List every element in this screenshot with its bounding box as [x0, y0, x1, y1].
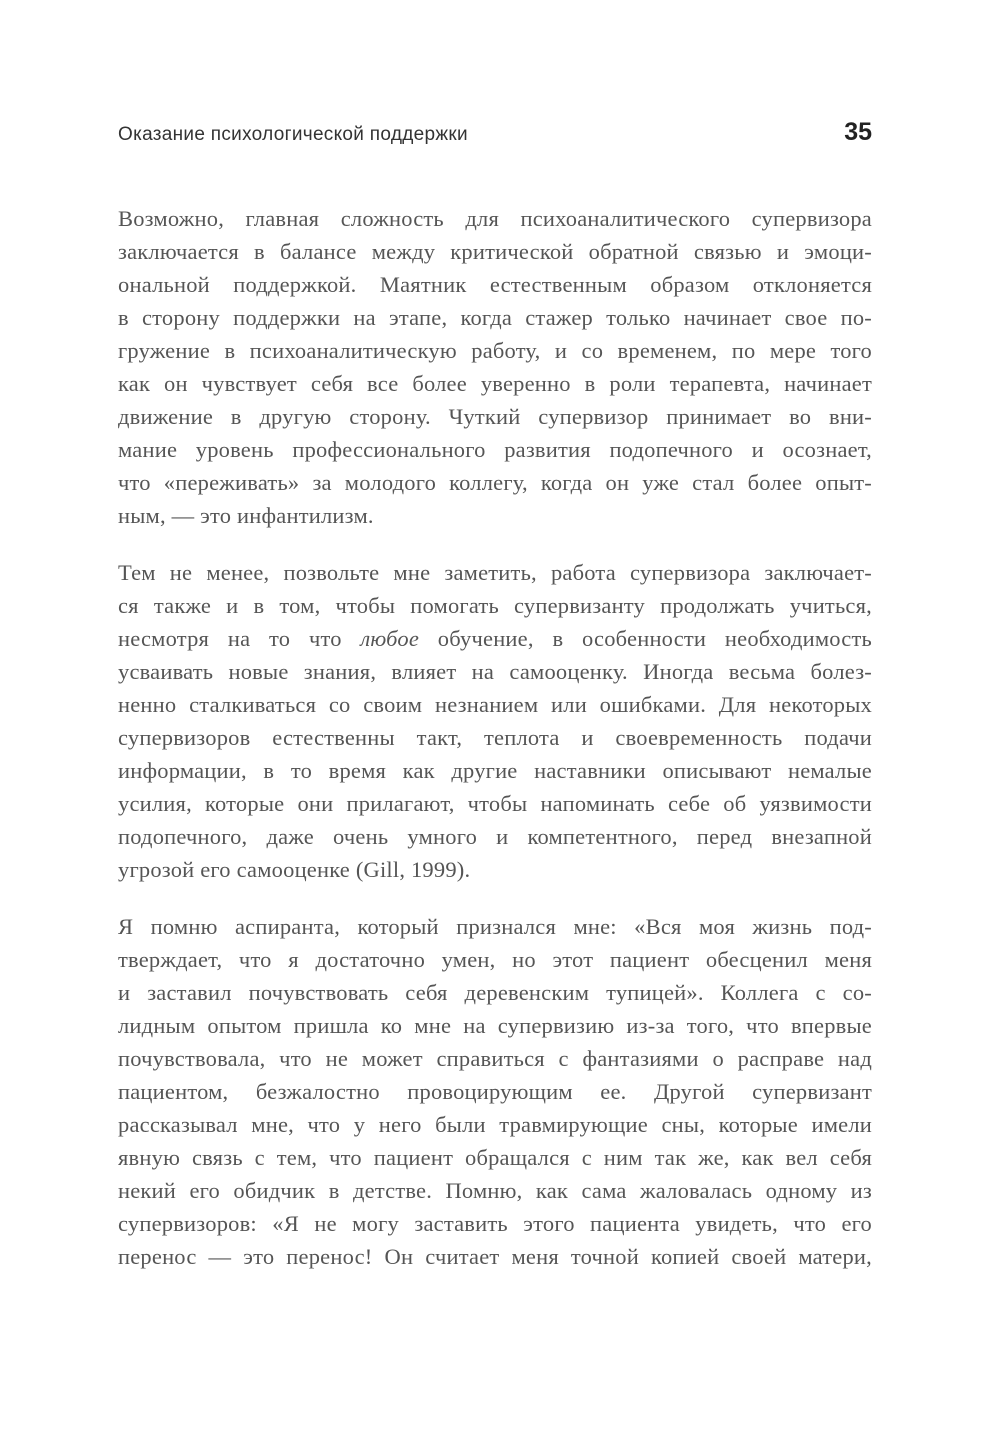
- text-line: движение в другую сторону. Чуткий супервизор принимает во вни-: [118, 404, 872, 429]
- text-line: некий его обидчик в детстве. Помню, как сама жаловалась одному из: [118, 1178, 872, 1203]
- text-line: перенос — это перенос! Он считает меня точной копией своей матери,: [118, 1244, 872, 1269]
- text-line: мание уровень профессионального развития подопечного и осознает,: [118, 437, 872, 462]
- text-line: лидным опытом пришла ко мне на супервизию из-за того, что впервые: [118, 1013, 872, 1038]
- text-line: Возможно, главная сложность для психоаналитического супервизора: [118, 206, 872, 231]
- paragraph-1: [118, 202, 872, 532]
- text-run: несмотря на то что: [118, 626, 361, 651]
- text-line: почувствовала, что не может справиться с фантазиями о расправе над: [118, 1046, 872, 1071]
- paragraph-3: [118, 910, 872, 1273]
- text-line: в сторону поддержки на этапе, когда стажер только начинает свое по-: [118, 305, 872, 330]
- text-line: ональной поддержкой. Маятник естественным образом отклоняется: [118, 272, 872, 297]
- text-line: заключается в балансе между критической обратной связью и эмоци-: [118, 239, 872, 264]
- text-line: как он чувствует себя все более уверенно в роли терапевта, начинает: [118, 371, 872, 396]
- text-line: ся также и в том, чтобы помогать супервизанту продолжать учиться,: [118, 593, 872, 618]
- paragraph-2: [118, 556, 872, 886]
- text-line: тверждает, что я достаточно умен, но этот пациент обесценил меня: [118, 947, 872, 972]
- text-line: рассказывал мне, что у него были травмирующие сны, которые имели: [118, 1112, 872, 1137]
- text-line: усваивать новые знания, влияет на самооценку. Иногда весьма болез-: [118, 659, 872, 684]
- text-line: что «переживать» за молодого коллегу, когда он уже стал более опыт-: [118, 470, 872, 495]
- text-line: ненно сталкиваться со своим незнанием или ошибками. Для некоторых: [118, 692, 872, 717]
- text-line: угрозой его самооценке (Gill, 1999).: [118, 857, 471, 882]
- page-number: 35: [844, 118, 872, 146]
- italic-emphasis: любое: [360, 626, 420, 651]
- text-line: информации, в то время как другие наставники описывают немалые: [118, 758, 872, 783]
- text-line: гружение в психоаналитическую работу, и со временем, по мере того: [118, 338, 872, 363]
- body-text: [118, 202, 872, 1297]
- text-line: супервизоров естественны такт, теплота и своевременность подачи: [118, 725, 872, 750]
- running-header: [118, 118, 872, 158]
- text-line: супервизоров: «Я не могу заставить этого пациента увидеть, что его: [118, 1211, 872, 1236]
- text-line: [118, 622, 872, 655]
- text-line: усилия, которые они прилагают, чтобы напоминать себе об уязвимости: [118, 791, 872, 816]
- running-title: Оказание психологической поддержки: [118, 124, 468, 145]
- text-run: обучение, в особенности необходимость: [419, 626, 872, 651]
- text-line: Тем не менее, позвольте мне заметить, работа супервизора заключает-: [118, 560, 872, 585]
- text-line: пациентом, безжалостно провоцирующим ее. Другой супервизант: [118, 1079, 872, 1104]
- text-line: явную связь с тем, что пациент обращался с ним так же, как вел себя: [118, 1145, 872, 1170]
- text-line: подопечного, даже очень умного и компетентного, перед внезапной: [118, 824, 872, 849]
- text-line: Я помню аспиранта, который признался мне: «Вся моя жизнь под-: [118, 914, 872, 939]
- text-line: ным, — это инфантилизм.: [118, 503, 374, 528]
- text-line: и заставил почувствовать себя деревенским тупицей». Коллега с со-: [118, 980, 872, 1005]
